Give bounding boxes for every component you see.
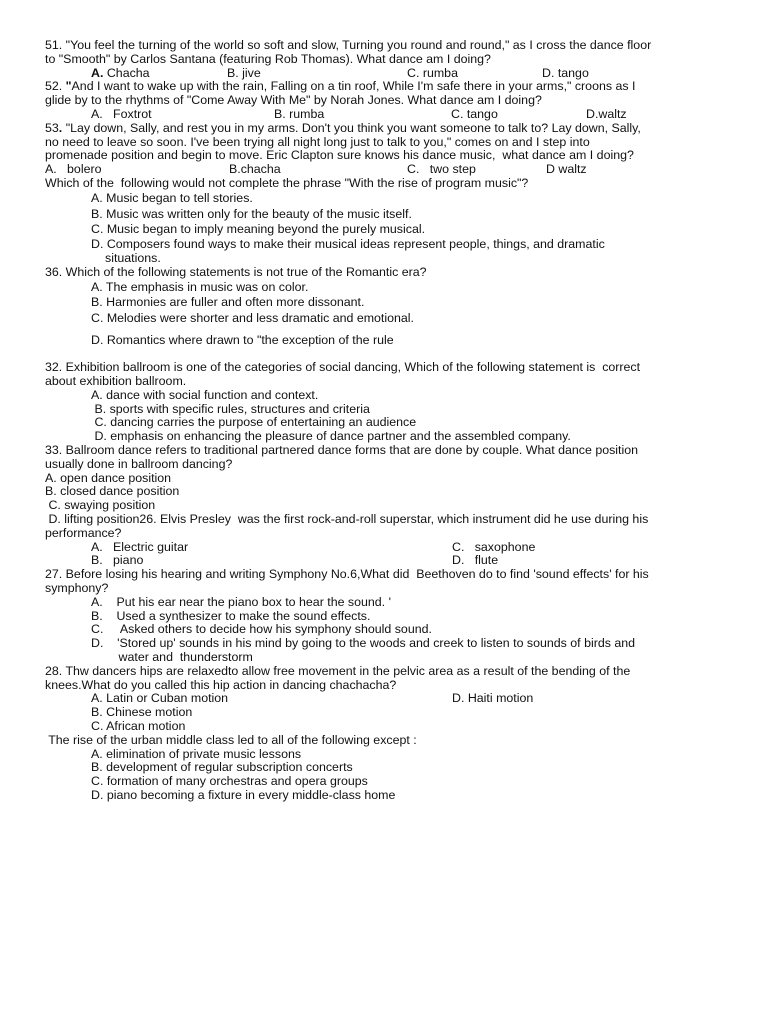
program-music-option-b: B. Music was written only for the beauty of the music itself. (91, 206, 412, 221)
q51-option-a (91, 67, 150, 81)
q51-options (45, 67, 735, 81)
q28-options-row1 (45, 692, 735, 706)
document-page (45, 39, 735, 803)
q53-line2: no need to leave so soon. I've been trying all night long just to talk to you," comes on and I step into (45, 134, 590, 149)
q53-option-d: D waltz (546, 162, 587, 177)
q33-line2: usually done in ballroom dancing? (45, 456, 233, 471)
q53-number: 53 (45, 120, 59, 135)
q27-line2: symphony? (45, 580, 109, 595)
q51-option-d: D. tango (542, 65, 589, 80)
q53-option-c: C. two step (407, 162, 476, 177)
q52-option-a: A. Foxtrot (91, 106, 152, 121)
q28-option-b: B. Chinese motion (91, 705, 193, 720)
q33-line1: 33. Ballroom dance refers to traditional partnered dance forms that are done by couple. What dance position (45, 443, 639, 458)
q53-line1 (45, 122, 735, 136)
q52-option-d: D.waltz (586, 106, 627, 121)
q33-option-b: B. closed dance position (45, 484, 180, 499)
q26-option-a: A. Electric guitar (91, 539, 189, 554)
q27-option-b: B. Used a synthesizer to make the sound effects. (91, 608, 371, 623)
q36-option-b: B. Harmonies are fuller and often more dissonant. (91, 295, 365, 310)
q28-option-c: C. African motion (91, 718, 186, 733)
q53-option-b: B.chacha (229, 162, 281, 177)
q52-option-c: C. tango (451, 106, 498, 121)
q26-line2: performance? (45, 525, 122, 540)
q32-line2: about exhibition ballroom. (45, 374, 187, 389)
q52-line1 (45, 80, 735, 94)
q27-line1: 27. Before losing his hearing and writing Symphony No.6,What did Beethoven do to find 'sound effects' for his (45, 567, 649, 582)
program-music-question: Which of the following would not complete the phrase "With the rise of program music"? (45, 175, 529, 190)
q36-option-c: C. Melodies were shorter and less dramatic and emotional. (91, 310, 414, 325)
q27-option-c: C. Asked others to decide how his symphony should sound. (91, 622, 432, 637)
q53-text: "Lay down, Sally, and rest you in my arms. Don't you think you want someone to talk to? Lay down, Sally, (62, 120, 641, 135)
q52-options (45, 108, 735, 122)
q26-options-row2 (45, 554, 735, 568)
q51-option-c: C. rumba (407, 65, 458, 80)
q51-line1: 51. "You feel the turning of the world so soft and slow, Turning you round and round," as I cross the dance floor (45, 38, 652, 52)
urban-option-c: C. formation of many orchestras and opera groups (91, 774, 368, 789)
q33-option-c: C. swaying position (45, 498, 156, 513)
q52-option-b: B. rumba (274, 106, 325, 121)
q28-option-a: A. Latin or Cuban motion (91, 691, 229, 706)
q26-option-b: B. piano (91, 553, 144, 568)
program-music-option-d-line1: D. Composers found ways to make their musical ideas represent people, things, and dramatic (91, 237, 605, 252)
q27-option-d-line1: D. 'Stored up' sounds in his mind by going to the woods and creek to listen to sounds of birds and (91, 636, 636, 651)
program-music-option-c: C. Music began to imply meaning beyond the purely musical. (91, 221, 426, 236)
q53-line3: promenade position and begin to move. Eric Clapton sure knows his dance music, what dance am I doing? (45, 148, 634, 163)
urban-question: The rise of the urban middle class led to all of the following except : (45, 732, 417, 747)
program-music-option-a: A. Music began to tell stories. (91, 191, 253, 206)
q27-option-d-line2: water and thunderstorm (91, 649, 253, 664)
q52-open-quote: " (65, 79, 72, 94)
q32-line1: 32. Exhibition ballroom is one of the categories of social dancing, Which of the following statement is correct (45, 360, 641, 375)
q26-option-d: D. flute (452, 553, 499, 568)
q36-question: 36. Which of the following statements is not true of the Romantic era? (45, 264, 427, 279)
q51-option-a-text: Chacha (103, 65, 150, 80)
q53-options (45, 163, 735, 177)
urban-option-b: B. development of regular subscription concerts (91, 760, 353, 775)
q32-option-d: D. emphasis on enhancing the pleasure of dance partner and the assembled company. (91, 429, 571, 444)
q32-option-a: A. dance with social function and context. (91, 387, 319, 402)
program-music-option-d-line2: situations. (105, 250, 161, 265)
q53-option-a: A. bolero (45, 162, 102, 177)
q32-option-c: C. dancing carries the purpose of entertaining an audience (91, 415, 417, 430)
q28-line1: 28. Thw dancers hips are relaxedto allow free movement in the pelvic area as a result of the bending of the (45, 663, 631, 678)
urban-option-a: A. elimination of private music lessons (91, 746, 302, 761)
q52-text: And I want to wake up with the rain, Falling on a tin roof, While I'm safe there in your arms," croons as I (71, 79, 636, 94)
q33-option-d-q26-line1: D. lifting position26. Elvis Presley was the first rock-and-roll superstar, which instrument did he use during his (45, 512, 649, 526)
q36-option-a: A. The emphasis in music was on color. (91, 280, 309, 295)
q26-option-c: C. saxophone (452, 539, 536, 554)
q36-option-d: D. Romantics where drawn to "the exception of the rule (91, 333, 394, 348)
q52-line2: glide by to the rhythms of "Come Away With Me" by Norah Jones. What dance am I doing? (45, 93, 542, 108)
q53-dot: . (58, 120, 63, 135)
urban-option-d: D. piano becoming a fixture in every middle-class home (91, 787, 396, 802)
q52-number: 52. (45, 79, 66, 94)
q33-option-a: A. open dance position (45, 470, 172, 485)
q32-option-b: B. sports with specific rules, structures and criteria (91, 401, 370, 416)
q27-option-a: A. Put his ear near the piano box to hear the sound. ' (91, 594, 391, 609)
q26-options-row1 (45, 541, 735, 555)
q51-line2: to "Smooth" by Carlos Santana (featuring Rob Thomas). What dance am I doing? (45, 51, 491, 66)
q51-option-b: B. jive (227, 65, 261, 80)
q51-option-a-letter: A. (91, 65, 104, 80)
q28-line2: knees.What do you called this hip action in dancing chachacha? (45, 677, 397, 692)
q28-option-d: D. Haiti motion (452, 691, 534, 706)
